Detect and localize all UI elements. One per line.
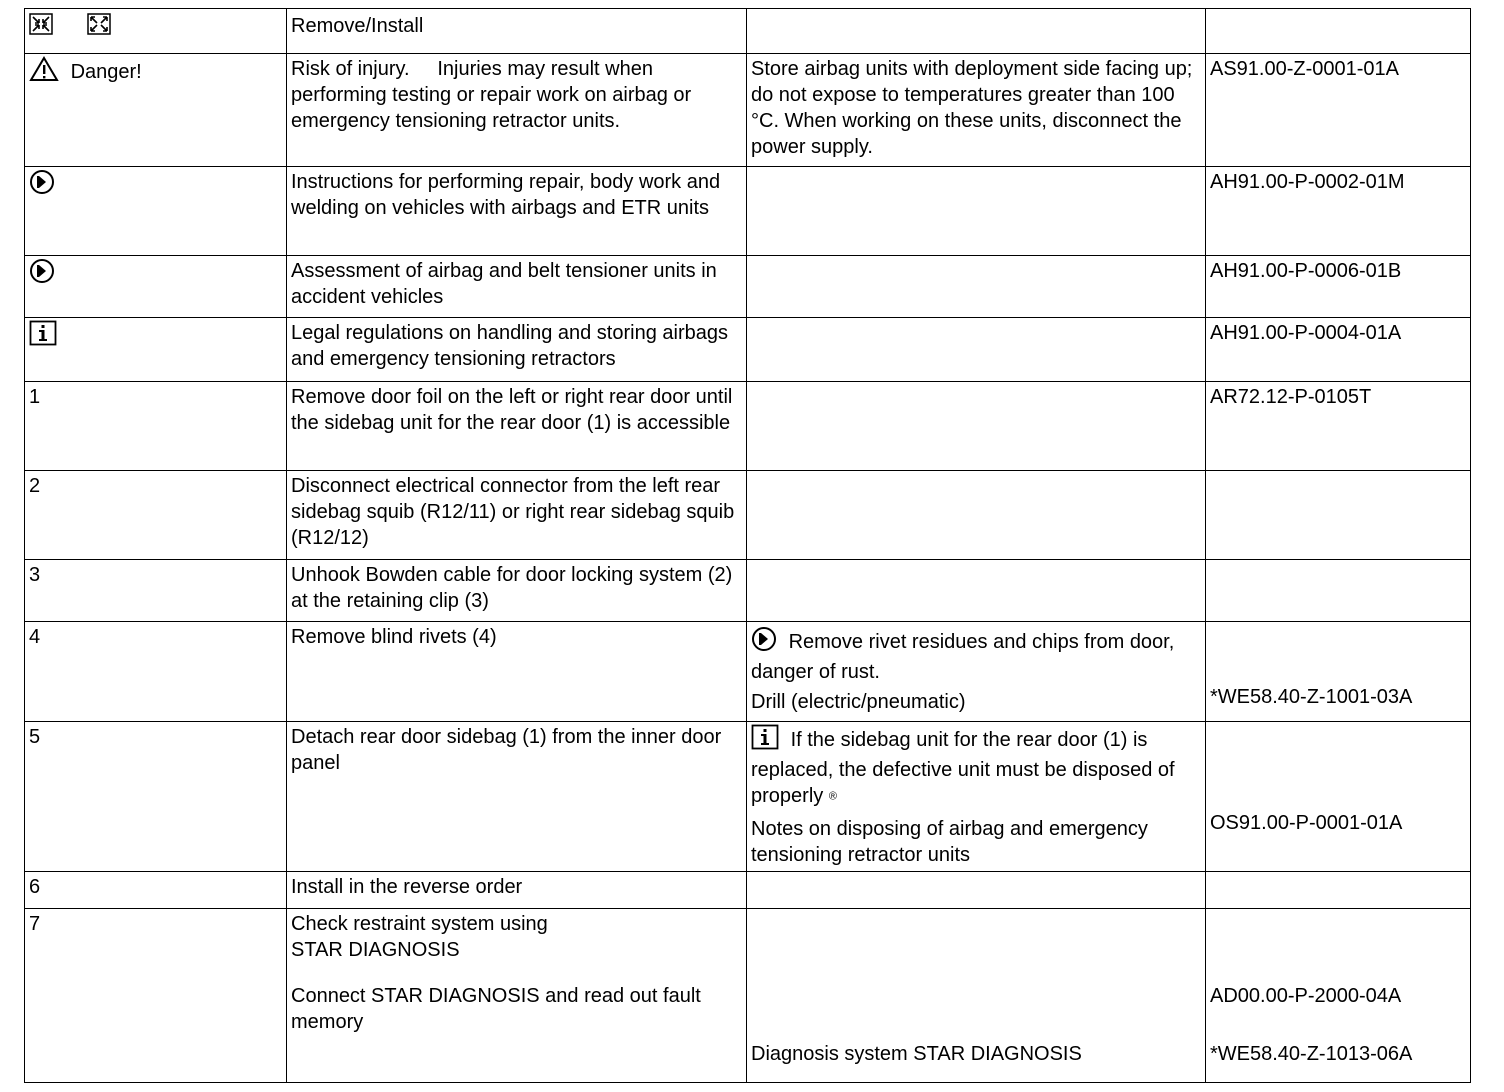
row-ref-tool: *WE58.40-Z-1013-06A (1210, 1043, 1413, 1065)
info-icon (29, 320, 57, 353)
step-number: 1 (25, 382, 287, 471)
table-row (25, 872, 1471, 909)
table-row (25, 54, 1471, 167)
step-number: 3 (25, 560, 287, 622)
row-ref: AH91.00-P-0002-01M (1206, 167, 1471, 256)
table-row (25, 256, 1471, 318)
row-ref: AR72.12-P-0105T (1206, 382, 1471, 471)
header-title: Remove/Install (287, 9, 747, 54)
table-row (25, 560, 1471, 622)
warning-triangle-icon (29, 56, 59, 89)
step-number: 7 (25, 909, 287, 1083)
row-note: Remove rivet residues and chips from door, danger of rust. (751, 630, 1175, 683)
row-ref: AH91.00-P-0006-01B (1206, 256, 1471, 318)
notice-arrow-icon (29, 169, 55, 202)
table-row (25, 471, 1471, 560)
row-ref: *WE58.40-Z-1001-03A (1210, 686, 1413, 708)
row-ref: AD00.00-P-2000-04A (1210, 985, 1402, 1007)
row-text: Unhook Bowden cable for door locking system (2) at the retaining clip (3) (287, 560, 747, 622)
remove-icon (29, 13, 53, 42)
registered-mark: ® (828, 790, 837, 803)
row-text: Install in the reverse order (287, 872, 747, 909)
row-text: Disconnect electrical connector from the left rear sidebag squib (R12/11) or right rear sidebag squib (R12/12) (287, 471, 747, 560)
row-note-tool: Drill (electric/pneumatic) (751, 691, 966, 713)
row-note-disposal: Notes on disposing of airbag and emergency tensioning retractor units (751, 817, 1148, 866)
row-note: Diagnosis system STAR DIAGNOSIS (751, 1043, 1082, 1065)
info-icon (751, 724, 779, 757)
header-icons-cell (25, 9, 287, 54)
procedure-table (24, 8, 1471, 1083)
header-row (25, 9, 1471, 54)
row-note: Store airbag units with deployment side facing up; do not expose to temperatures greater than 100 °C. When working on these units, disconnect the power supply. (747, 54, 1206, 167)
row-text: Assessment of airbag and belt tensioner units in accident vehicles (287, 256, 747, 318)
table-row (25, 622, 1471, 722)
row-text: Instructions for performing repair, body work and welding on vehicles with airbags and ETR units (287, 167, 747, 256)
table-row (25, 382, 1471, 471)
row-text: Remove door foil on the left or right rear door until the sidebag unit for the rear door (1) is accessible (287, 382, 747, 471)
row-text-connect: Connect STAR DIAGNOSIS and read out fault memory (291, 985, 701, 1033)
row-text: Legal regulations on handling and storing airbags and emergency tensioning retractors (287, 318, 747, 382)
row-text: Check restraint system using STAR DIAGNOSIS (291, 913, 548, 961)
step-number: 5 (25, 722, 287, 872)
row-text: Risk of injury. Injuries may result when performing testing or repair work on airbag or emergency tensioning retractor units. (287, 54, 747, 167)
table-row (25, 167, 1471, 256)
table-row (25, 722, 1471, 872)
row-ref: AH91.00-P-0004-01A (1206, 318, 1471, 382)
row-text: Detach rear door sidebag (1) from the inner door panel (287, 722, 747, 872)
table-row (25, 318, 1471, 382)
danger-label: Danger! (70, 60, 142, 83)
row-ref: OS91.00-P-0001-01A (1210, 812, 1403, 834)
step-number: 4 (25, 622, 287, 722)
row-text: Remove blind rivets (4) (287, 622, 747, 722)
row-note: If the sidebag unit for the rear door (1) is replaced, the defective unit must be disposed of properly (751, 728, 1175, 807)
install-icon (87, 13, 111, 42)
step-number: 2 (25, 471, 287, 560)
table-row (25, 909, 1471, 1083)
notice-arrow-icon (29, 258, 55, 291)
row-ref: AS91.00-Z-0001-01A (1206, 54, 1471, 167)
step-number: 6 (25, 872, 287, 909)
notice-arrow-icon (751, 626, 777, 659)
